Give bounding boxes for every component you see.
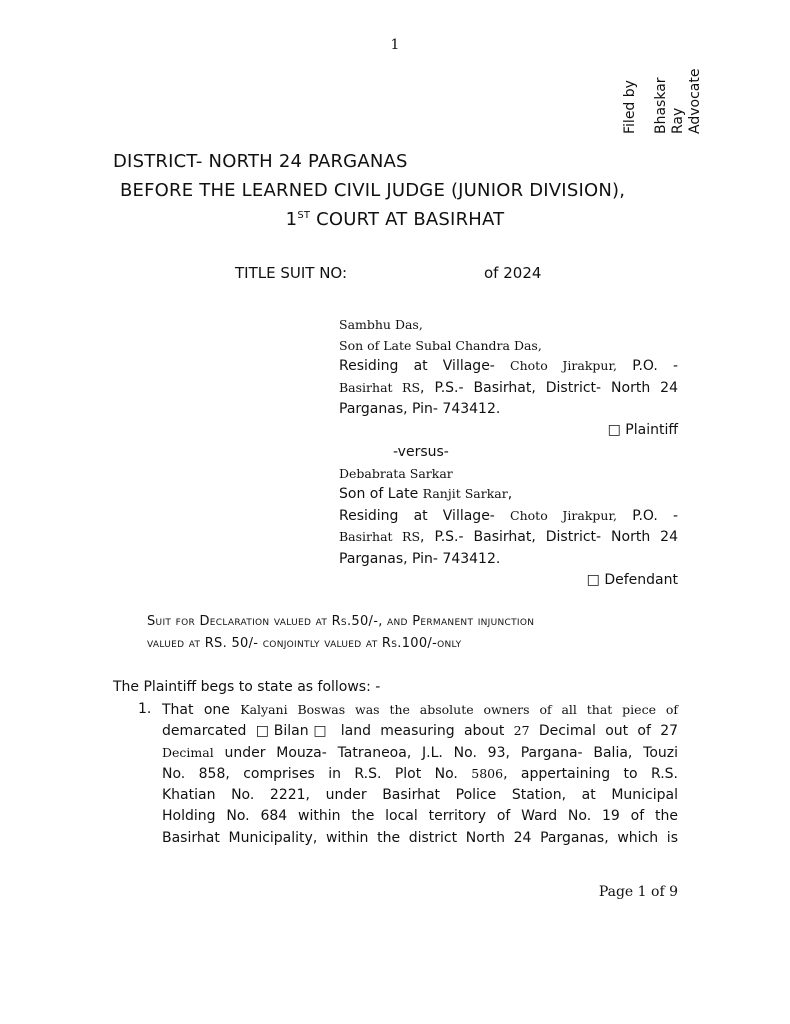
item-line: Khatian No. 2221, under Basirhat Police Station, at Municipal: [162, 787, 678, 803]
plaintiff-role: □ Plaintiff: [607, 422, 678, 438]
heading-court-location: 1ST COURT AT BASIRHAT: [285, 209, 505, 230]
item-line: Decimal under Mouza- Tatraneoa, J.L. No. 93, Pargana- Balia, Touzi: [162, 745, 678, 761]
filed-by-line: Ray: [670, 107, 686, 134]
defendant-father: Son of Late Ranjit Sarkar,: [339, 486, 513, 502]
plaintiff-address-line: Parganas, Pin- 743412.: [339, 401, 501, 417]
defendant-role: □ Defendant: [586, 572, 678, 588]
filed-by-note: [622, 62, 703, 134]
plaintiff-address-line: Basirhat RS, P.S.- Basirhat, District- North 24: [339, 380, 678, 396]
defendant-address-line: Residing at Village- Choto Jirakpur, P.O. -: [339, 508, 678, 524]
item-line: Holding No. 684 within the local territory of Ward No. 19 of the: [162, 808, 678, 824]
defendant-name: Debabrata Sarkar: [339, 466, 453, 481]
intro-statement: The Plaintiff begs to state as follows: -: [113, 679, 381, 695]
item-line: That one Kalyani Boswas was the absolute owners of all that piece of: [162, 702, 678, 718]
item-line: No. 858, comprises in R.S. Plot No. 5806, appertaining to R.S.: [162, 766, 679, 782]
title-suit-label: TITLE SUIT NO:: [235, 264, 348, 282]
plaintiff-address-line: Residing at Village- Choto Jirakpur, P.O. -: [339, 358, 678, 374]
item-number: 1.: [138, 701, 152, 717]
heading-district: DISTRICT- NORTH 24 PARGANAS: [113, 151, 408, 172]
plaintiff-father: Son of Late Subal Chandra Das,: [339, 338, 542, 353]
filed-by-line: Advocate: [687, 68, 703, 134]
defendant-address-line: Parganas, Pin- 743412.: [339, 551, 501, 567]
filed-by-line: Bhaskar: [653, 77, 669, 134]
heading-court: BEFORE THE LEARNED CIVIL JUDGE (JUNIOR DIVISION),: [120, 180, 626, 201]
filed-by-line: Filed by: [622, 80, 638, 134]
valuation-line: Suit for Declaration valued at Rs.50/-, and Permanent injunction: [147, 614, 535, 629]
valuation-line: valued at RS. 50/- conjointly valued at Rs.100/-only: [147, 636, 462, 651]
page-footer: Page 1 of 9: [598, 884, 678, 900]
page-number-top: 1: [390, 37, 400, 53]
defendant-address-line: Basirhat RS, P.S.- Basirhat, District- North 24: [339, 529, 678, 545]
title-suit-year: of 2024: [484, 264, 542, 282]
item-line: Basirhat Municipality, within the district North 24 Parganas, which is: [162, 830, 678, 846]
item-line: demarcated □Bilan□ land measuring about 27 Decimal out of 27: [162, 723, 679, 739]
versus-label: -versus-: [393, 444, 449, 460]
plaintiff-name: Sambhu Das,: [339, 317, 423, 332]
